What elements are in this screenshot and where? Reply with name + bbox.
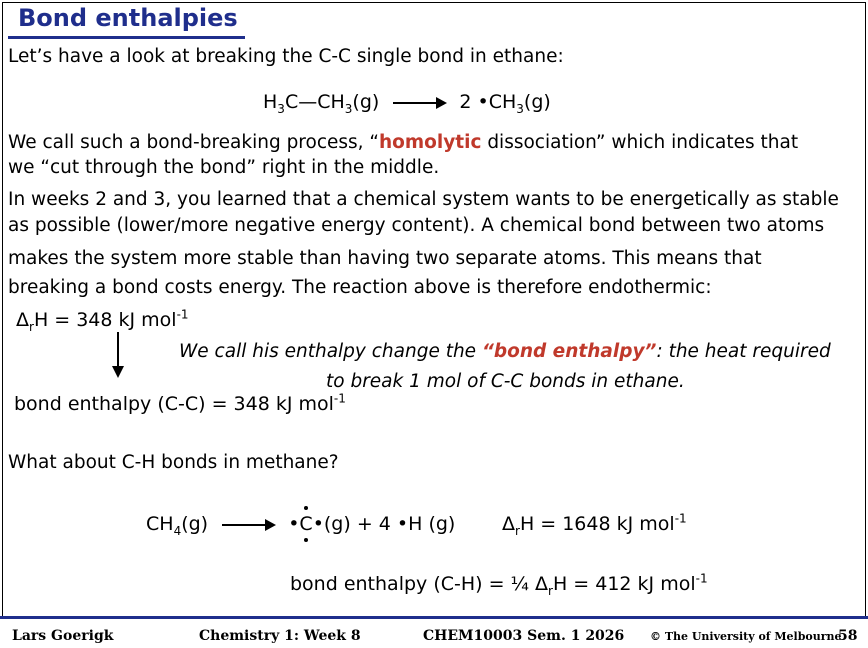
delta-h-ethane: $\Delta_rH = 348$ kJ mol$^{-1}$ xyxy=(16,307,189,334)
stability-line-3: makes the system more stable than having two separate atoms. This means that xyxy=(8,248,762,269)
slide-title: Bond enthalpies xyxy=(18,4,238,32)
stability-line-4: breaking a bond costs energy. The reaction above is therefore endothermic: xyxy=(8,277,712,298)
intro-text: Let’s have a look at breaking the C-C single bond in ethane: xyxy=(8,46,564,67)
ethane-equation: $H_3C—CH_3(g)$ 2 $•CH_3(g)$ xyxy=(263,91,551,116)
footer-course: Chemistry 1: Week 8 xyxy=(199,628,361,644)
footer-copyright: © The University of Melbourne xyxy=(650,630,842,643)
down-arrow-icon xyxy=(117,332,119,370)
footer-author: Lars Goerigk xyxy=(12,628,114,644)
reaction-arrow-icon xyxy=(222,524,274,526)
bond-enthalpy-note-1: We call his enthalpy change the “bond enthalpy”: the heat required xyxy=(179,341,831,362)
title-underline xyxy=(8,36,245,39)
homolytic-line-2: we “cut through the bond” right in the middle. xyxy=(8,157,440,178)
stability-line-1: In weeks 2 and 3, you learned that a chemical system wants to be energetically as stable xyxy=(8,189,839,210)
bond-enthalpy-note-2: to break 1 mol of C-C bonds in ethane. xyxy=(326,371,685,392)
methane-equation: $CH_4(g)$ • C •(g) + 4 •H (g) xyxy=(146,512,455,536)
page-number: 58 xyxy=(838,628,858,644)
homolytic-line-1: We call such a bond-breaking process, “homolytic dissociation” which indicates that xyxy=(8,132,799,153)
reaction-arrow-icon xyxy=(393,102,445,104)
footer-code: CHEM10003 Sem. 1 2026 xyxy=(423,628,625,644)
down-arrow-head xyxy=(112,366,124,378)
bond-enthalpy-cc: bond enthalpy (C-C) = 348 kJ mol$^{-1}$ xyxy=(14,391,346,415)
slide-footer xyxy=(0,616,868,648)
methane-question: What about C-H bonds in methane? xyxy=(8,452,339,473)
carbon-radical: C xyxy=(299,512,312,536)
delta-h-methane: $\Delta_rH = 1648$ kJ mol$^{-1}$ xyxy=(502,511,687,538)
bond-enthalpy-ch: bond enthalpy (C-H) = ¼ $\Delta_rH = 412$ kJ mol$^{-1}$ xyxy=(290,571,708,598)
stability-line-2: as possible (lower/more negative energy content). A chemical bond between two atoms xyxy=(8,215,825,236)
